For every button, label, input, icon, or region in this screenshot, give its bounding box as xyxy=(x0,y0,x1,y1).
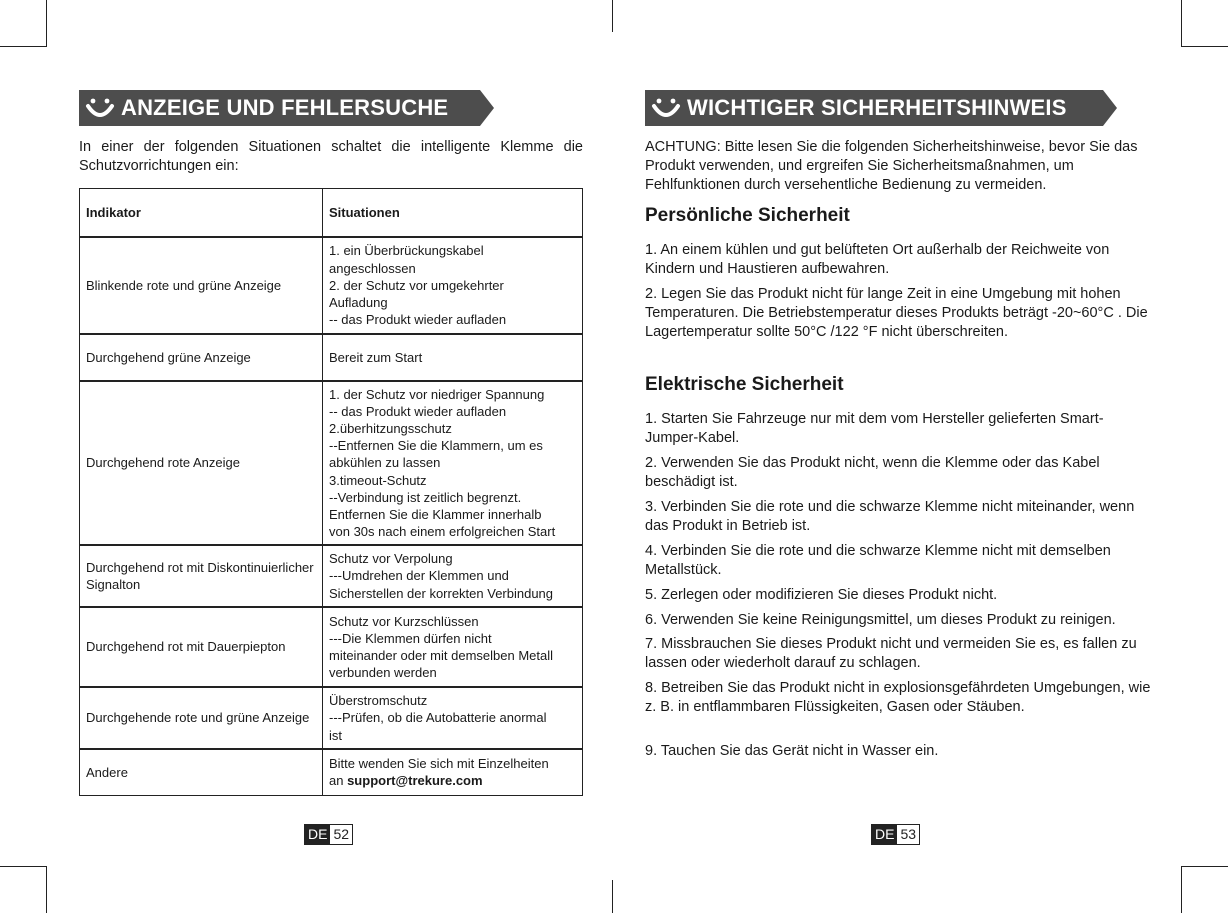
page-lang: DE xyxy=(305,825,330,844)
situation-line: miteinander oder mit demselben Metall xyxy=(329,648,553,663)
header-indicator: Indikator xyxy=(80,189,323,238)
situation-line: abkühlen zu lassen xyxy=(329,455,441,471)
situation-line: 2.überhitzungsschutz xyxy=(329,420,452,436)
table-row xyxy=(80,237,583,334)
smiley-icon xyxy=(85,94,115,122)
table-row xyxy=(80,545,583,607)
crop-mark xyxy=(1181,866,1182,913)
indicator-cell: Blinkende rote und grüne Anzeige xyxy=(80,237,323,334)
situation-line: verbunden werden xyxy=(329,665,437,681)
list-item: 2. Legen Sie das Produkt nicht für lange Zeit in eine Umgebung mit hohen Temperaturen. Die Betriebstemperatur dieses Produkts beträgt -20~60°C . Die Lagertemperatur sollte 50°C /122 °F nicht überschreiten. xyxy=(645,286,1148,340)
situation-line: -- das Produkt wieder aufladen xyxy=(329,403,507,419)
situation-line: Überstromschutz xyxy=(329,693,428,709)
list-item: 5. Zerlegen oder modifizieren Sie dieses Produkt nicht. xyxy=(645,587,998,603)
situation-cell xyxy=(323,607,583,687)
situation-line: Schutz vor Kurzschlüssen xyxy=(329,613,479,629)
list-item: 1. An einem kühlen und gut belüfteten Ort außerhalb der Reichweite von Kindern und Haustieren aufbewahren. xyxy=(645,242,1110,277)
indicator-table xyxy=(79,188,583,796)
page-number: 53 xyxy=(897,825,919,844)
list-item: 7. Missbrauchen Sie dieses Produkt nicht und vermeiden Sie es, es fallen zu lassen oder wiederholt darauf zu schlagen. xyxy=(645,636,1137,671)
smiley-icon xyxy=(651,94,681,122)
situation-line: Sicherstellen der korrekten Verbindung xyxy=(329,585,554,601)
situation-line: Bereit zum Start xyxy=(329,349,423,365)
indicator-cell: Durchgehend rot mit Diskontinuierlicher Signalton xyxy=(80,545,323,607)
page-number: 52 xyxy=(330,825,352,844)
page-number-left xyxy=(304,824,353,845)
table-row xyxy=(80,381,583,545)
situation-line: Bitte wenden Sie sich mit Einzelheiten xyxy=(329,756,549,772)
situation-line: ---Prüfen, ob die Autobatterie anormal xyxy=(329,710,547,726)
situation-line: 3.timeout-Schutz xyxy=(329,472,427,488)
list-item: 3. Verbinden Sie die rote und die schwarze Klemme nicht miteinander, wenn das Produkt in Betrieb ist. xyxy=(645,499,1135,534)
situation-line: von 30s nach einem erfolgreichen Start xyxy=(329,524,556,540)
crop-mark xyxy=(612,0,613,32)
banner-title: WICHTIGER SICHERHEITSHINWEIS xyxy=(687,95,1067,120)
situation-cell xyxy=(323,545,583,607)
crop-mark xyxy=(0,46,47,47)
page-lang: DE xyxy=(872,825,897,844)
situation-line: Aufladung xyxy=(329,295,388,311)
heading-electrical-safety: Elektrische Sicherheit xyxy=(645,374,844,395)
table-row xyxy=(80,334,583,381)
page-number-right xyxy=(871,824,920,845)
situation-cell xyxy=(323,381,583,545)
situation-line: 1. der Schutz vor niedriger Spannung xyxy=(329,386,545,402)
situation-line: ---Die Klemmen dürfen nicht xyxy=(329,630,492,646)
crop-mark xyxy=(612,880,613,913)
situation-line: --Entfernen Sie die Klammern, um es xyxy=(329,438,543,454)
intro-text: In einer der folgenden Situationen schaltet die intelligente Klemme die Schutzvorrichtungen ein: xyxy=(79,139,583,174)
situation-line: Schutz vor Verpolung xyxy=(329,551,453,567)
indicator-cell: Durchgehend rote Anzeige xyxy=(80,381,323,545)
list-item: 1. Starten Sie Fahrzeuge nur mit dem vom Hersteller gelieferten Smart-Jumper-Kabel. xyxy=(645,411,1104,446)
table-row xyxy=(80,687,583,749)
situation-line: angeschlossen xyxy=(329,260,416,276)
support-email-link[interactable]: support@trekure.com xyxy=(347,773,483,789)
crop-mark xyxy=(1181,0,1182,46)
table-row xyxy=(80,749,583,795)
list-item: 9. Tauchen Sie das Gerät nicht in Wasser ein. xyxy=(645,743,939,759)
situation-line: --Verbindung ist zeitlich begrenzt. xyxy=(329,489,522,505)
list-item: 2. Verwenden Sie das Produkt nicht, wenn die Klemme oder das Kabel beschädigt ist. xyxy=(645,455,1100,490)
crop-mark xyxy=(0,866,47,867)
crop-mark xyxy=(1181,866,1228,867)
situation-cell xyxy=(323,687,583,749)
crop-mark xyxy=(1181,46,1228,47)
table-header-row xyxy=(80,189,583,238)
list-item: 6. Verwenden Sie keine Reinigungsmittel, um dieses Produkt zu reinigen. xyxy=(645,612,1116,628)
situation-line: 1. ein Überbrückungskabel xyxy=(329,243,484,259)
situation-cell xyxy=(323,334,583,381)
situation-line: -- das Produkt wieder aufladen xyxy=(329,312,507,328)
situation-prefix: an xyxy=(329,773,348,789)
situation-cell xyxy=(323,237,583,334)
situation-line: ist xyxy=(329,727,342,743)
situation-line: ---Umdrehen der Klemmen und xyxy=(329,568,509,584)
situation-line: 2. der Schutz vor umgekehrter xyxy=(329,277,504,293)
heading-personal-safety: Persönliche Sicherheit xyxy=(645,205,850,226)
situation-line: Entfernen Sie die Klammer innerhalb xyxy=(329,507,542,522)
list-item: 4. Verbinden Sie die rote und die schwarze Klemme nicht mit demselben Metallstück. xyxy=(645,543,1111,578)
crop-mark xyxy=(46,866,47,913)
indicator-cell: Andere xyxy=(80,749,323,795)
crop-mark xyxy=(46,0,47,46)
indicator-cell: Durchgehend grüne Anzeige xyxy=(80,334,323,381)
header-situations: Situationen xyxy=(323,189,583,238)
table-row xyxy=(80,607,583,687)
section-banner xyxy=(645,90,1103,126)
situation-cell xyxy=(323,749,583,795)
indicator-cell: Durchgehende rote und grüne Anzeige xyxy=(80,687,323,749)
banner-title: ANZEIGE UND FEHLERSUCHE xyxy=(121,95,449,120)
section-banner xyxy=(79,90,480,126)
warning-intro: ACHTUNG: Bitte lesen Sie die folgenden Sicherheitshinweise, bevor Sie das Produkt verwenden, und ergreifen Sie Sicherheitsmaßnahmen, um Fehlfunktionen durch versehentliche Bedienung zu vermeiden. xyxy=(645,139,1138,193)
indicator-cell: Durchgehend rot mit Dauerpiepton xyxy=(80,607,323,687)
list-item: 8. Betreiben Sie das Produkt nicht in explosionsgefährdeten Umgebungen, wie z. B. in entflammbaren Flüssigkeiten, Gasen oder Stäuben. xyxy=(645,680,1151,715)
